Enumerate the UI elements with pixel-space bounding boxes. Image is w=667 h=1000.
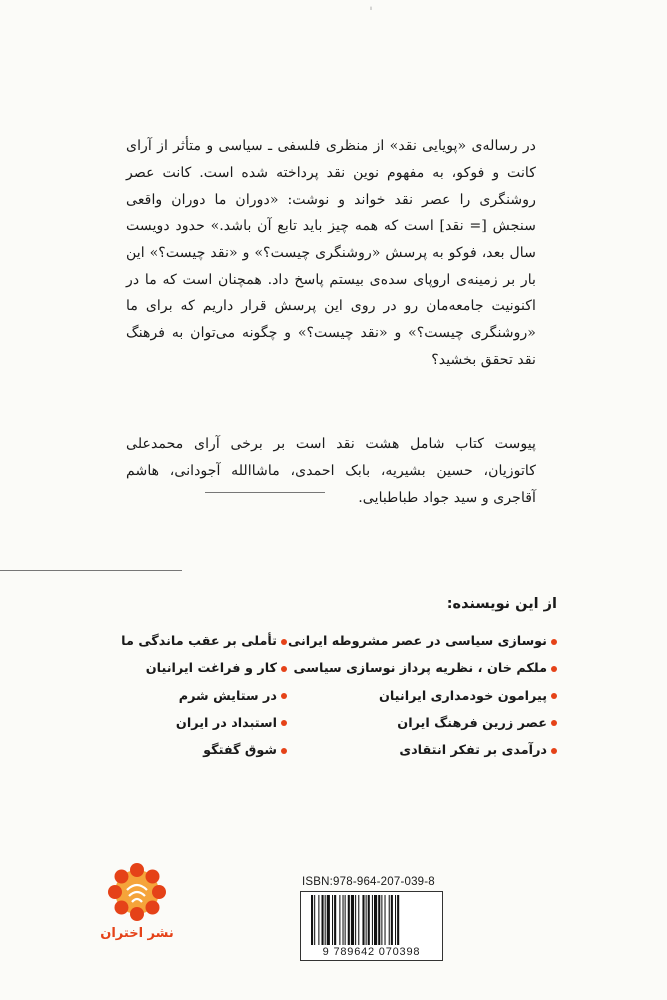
book-title: کار و فراغت ایرانیان xyxy=(145,661,277,677)
book-item xyxy=(121,710,287,737)
divider-line xyxy=(205,492,325,493)
other-books-title: از این نویسنده: xyxy=(446,596,557,612)
bullet-icon xyxy=(551,748,557,754)
publisher-name: نشر اختران xyxy=(100,926,174,941)
bullet-icon xyxy=(281,639,287,645)
bullet-icon xyxy=(281,693,287,699)
book-title: ملکم خان ، نظریه پرداز نوسازی سیاسی xyxy=(293,661,547,677)
book-title: استبداد در ایران xyxy=(175,715,277,731)
book-item xyxy=(288,710,557,737)
book-title: تأملی بر عقب ماندگی ما xyxy=(121,634,277,649)
description-paragraph-2: پیوست کتاب شامل هشت نقد است بر برخی آرای محمدعلی کاتوزیان، حسین بشیریه، بابک احمدی، ماشاالله آجودانی، هاشم آقاجری و سید جواد طباطبایی. xyxy=(126,436,536,506)
barcode xyxy=(300,891,443,961)
other-books-right-column xyxy=(288,628,557,764)
book-title: نوسازی سیاسی در عصر مشروطه ایرانی xyxy=(288,634,547,649)
book-item xyxy=(288,737,557,764)
flower-sun-logo-icon xyxy=(107,862,167,922)
book-item xyxy=(121,683,287,710)
bullet-icon xyxy=(551,720,557,726)
bullet-icon xyxy=(551,693,557,699)
book-title: عصر زرین فرهنگ ایران xyxy=(397,715,547,731)
other-books-left-column xyxy=(121,628,287,764)
book-item xyxy=(288,628,557,655)
book-title: شوق گفتگو xyxy=(203,743,277,759)
barcode-bars-icon xyxy=(311,895,435,945)
description-paragraph-1: در رساله‌ی «پویایی نقد» از منظری فلسفی ـ سیاسی و متأثر از آرای کانت و فوکو، به مفهوم نوین نقد پرداخته شده است. کانت عصر روشنگری را عصر نقد خواند و نوشت: «دوران ما دوران واقعی سنجش [= نقد] است که همه چیز باید تابع آن باشد.» حدود دویست سال بعد، فوکو به پرسش «روشنگری چیست؟» و «نقد چیست؟» این بار بر زمینه‌ی اروپای سده‌ی بیستم پاسخ داد. همچنان است که ما در اکنونیت جامعه‌مان رو در روی این پرسش قرار داریم که برای ما «روشنگری چیست؟» و «نقد چیست؟» و چگونه می‌توان به فرهنگ نقد تحقق بخشید؟ xyxy=(126,138,536,368)
bullet-icon xyxy=(281,720,287,726)
book-title: پیرامون خودمداری ایرانیان xyxy=(378,688,547,704)
book-item xyxy=(288,655,557,682)
book-item xyxy=(121,737,287,764)
bullet-icon xyxy=(551,639,557,645)
barcode-digits: 9 789642 070398 xyxy=(322,946,421,958)
bullet-icon xyxy=(281,666,287,672)
book-item xyxy=(121,655,287,682)
bullet-icon xyxy=(551,666,557,672)
book-title: درآمدی بر تفکر انتقادی xyxy=(399,743,547,759)
bullet-icon xyxy=(281,748,287,754)
isbn-label: ISBN:978-964-207-039-8 xyxy=(302,876,435,888)
book-item xyxy=(121,628,287,655)
book-title: در ستایش شرم xyxy=(178,688,277,704)
book-item xyxy=(288,683,557,710)
divider-line xyxy=(0,570,182,571)
